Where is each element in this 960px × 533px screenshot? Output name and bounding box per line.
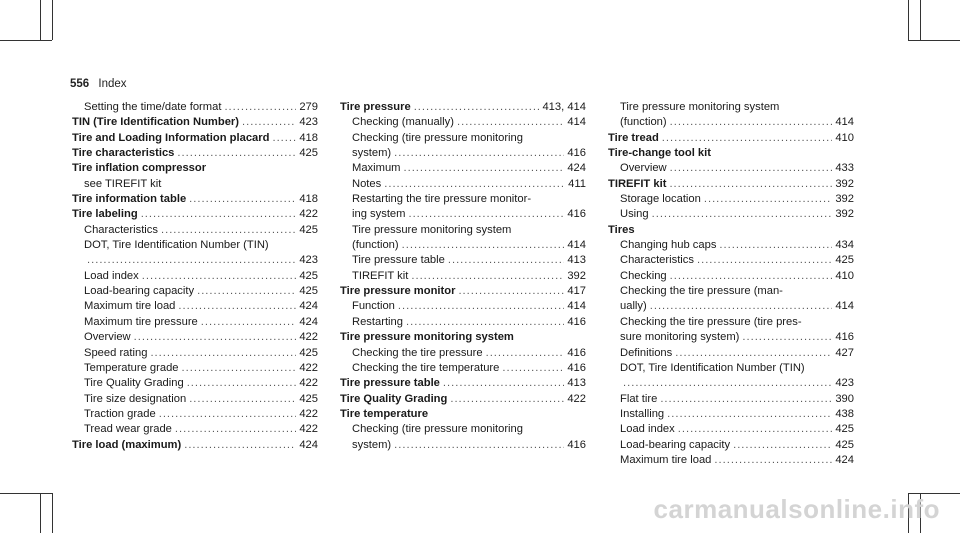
- page-reference[interactable]: 279: [299, 101, 318, 113]
- index-entry: [72, 131, 318, 146]
- index-entry: [340, 146, 586, 161]
- index-entry: [340, 192, 586, 207]
- leader-dots: [177, 146, 296, 161]
- crop-mark: [52, 0, 53, 40]
- leader-dots: [714, 453, 832, 468]
- page-reference[interactable]: 422: [299, 407, 318, 420]
- index-column-3: [608, 100, 854, 468]
- entry-term: Checking: [620, 269, 667, 282]
- entry-term: Restarting the tire pressure monitor-: [352, 193, 532, 206]
- entry-term: TIREFIT kit: [352, 269, 409, 282]
- entry-term: Tire pressure: [340, 101, 411, 113]
- entry-term: Characteristics: [84, 223, 158, 236]
- leader-dots: [448, 253, 564, 268]
- leader-dots: [650, 299, 833, 314]
- entry-term: Tire Quality Grading: [340, 392, 448, 405]
- index-entry: [340, 284, 586, 299]
- index-entry: [340, 177, 586, 192]
- entry-term: Tire pressure monitoring system: [620, 101, 780, 113]
- entry-term: Checking (tire pressure monitoring: [352, 423, 523, 436]
- page-reference[interactable]: 413: [567, 254, 586, 267]
- entry-term: Tire-change tool kit: [608, 147, 711, 160]
- index-entry: [72, 115, 318, 130]
- leader-dots: [697, 253, 832, 268]
- index-entry: [608, 115, 854, 130]
- index-entry: [72, 422, 318, 437]
- index-entry: [340, 422, 586, 437]
- index-entry: [608, 438, 854, 453]
- index-entry: [608, 422, 854, 437]
- page-reference[interactable]: 425: [299, 392, 318, 405]
- page-reference[interactable]: 418: [299, 131, 318, 144]
- index-entry: [340, 115, 586, 130]
- page-header: [70, 78, 127, 90]
- leader-dots: [403, 161, 564, 176]
- page-reference[interactable]: 424: [299, 300, 318, 313]
- crop-mark: [40, 40, 52, 41]
- index-entry: [340, 207, 586, 222]
- leader-dots: [159, 407, 297, 422]
- entry-term: TIREFIT kit: [608, 177, 667, 190]
- entry-term: Using: [620, 208, 649, 221]
- page-reference[interactable]: 425: [299, 285, 318, 298]
- leader-dots: [394, 146, 564, 161]
- page-reference[interactable]: 414: [835, 116, 854, 129]
- entry-term: TIN (Tire Identification Number): [72, 116, 239, 129]
- index-entry: [340, 376, 586, 391]
- entry-term: Checking the tire pressure (man-: [620, 285, 783, 298]
- page-reference[interactable]: 392: [835, 208, 854, 221]
- page-reference[interactable]: 424: [299, 315, 318, 328]
- leader-dots: [187, 376, 297, 391]
- page-reference[interactable]: 410: [835, 131, 854, 144]
- entry-term: (function): [352, 239, 399, 252]
- leader-dots: [189, 192, 296, 207]
- entry-term: Checking (manually): [352, 116, 454, 129]
- crop-mark: [0, 40, 40, 41]
- entry-term: Flat tire: [620, 392, 658, 405]
- page-reference[interactable]: 414: [567, 116, 586, 129]
- entry-term: Temperature grade: [84, 361, 179, 374]
- leader-dots: [197, 284, 296, 299]
- index-entry: [340, 238, 586, 253]
- index-entry: [340, 161, 586, 176]
- entry-term: Function: [352, 300, 395, 313]
- index-entry: [608, 361, 854, 376]
- index-entry: [340, 131, 586, 146]
- index-entry: [340, 315, 586, 330]
- crop-mark: [40, 493, 41, 533]
- entry-term: Maximum tire pressure: [84, 315, 198, 328]
- entry-term: see TIREFIT kit: [84, 177, 162, 190]
- index-entry: [72, 299, 318, 314]
- page-reference[interactable]: 416: [567, 361, 586, 374]
- leader-dots: [201, 315, 297, 330]
- entry-term: Maximum tire load: [620, 453, 712, 466]
- entry-term: Load index: [620, 423, 675, 436]
- index-entry: [608, 161, 854, 176]
- index-entry: [608, 253, 854, 268]
- crop-mark: [52, 493, 53, 533]
- index-entry: [340, 407, 586, 422]
- page-reference[interactable]: 413: [567, 377, 586, 390]
- page-reference[interactable]: 424: [835, 453, 854, 466]
- leader-dots: [678, 422, 833, 437]
- entry-term: Maximum: [352, 162, 401, 175]
- index-column-2: [340, 100, 586, 453]
- page-reference[interactable]: 438: [835, 407, 854, 420]
- page-reference[interactable]: 425: [299, 223, 318, 236]
- index-entry: [608, 223, 854, 238]
- index-entry: [72, 192, 318, 207]
- index-entry: [340, 346, 586, 361]
- leader-dots: [733, 438, 832, 453]
- leader-dots: [175, 422, 296, 437]
- entry-term: ing system: [352, 208, 406, 221]
- entry-term: Load index: [84, 269, 139, 282]
- page-reference[interactable]: 392: [835, 177, 854, 190]
- leader-dots: [402, 238, 565, 253]
- leader-dots: [406, 315, 564, 330]
- leader-dots: [224, 100, 296, 115]
- entry-term: Notes: [352, 177, 382, 190]
- leader-dots: [134, 330, 297, 345]
- page-reference[interactable]: 425: [835, 438, 854, 451]
- index-entry: [608, 315, 854, 330]
- entry-term: sure monitoring system): [620, 331, 740, 344]
- entry-term: Checking the tire temperature: [352, 361, 500, 374]
- index-entry: [72, 207, 318, 222]
- leader-dots: [486, 346, 565, 361]
- index-entry: [608, 192, 854, 207]
- page-reference[interactable]: 425: [299, 147, 318, 160]
- leader-dots: [408, 207, 564, 222]
- index-entry: [608, 299, 854, 314]
- entry-term: Load-bearing capacity: [84, 285, 195, 298]
- page-reference[interactable]: 422: [299, 423, 318, 436]
- leader-dots: [150, 346, 296, 361]
- index-entry: [608, 207, 854, 222]
- page-reference[interactable]: 433: [835, 162, 854, 175]
- index-entry: [608, 100, 854, 115]
- index-entry: [608, 284, 854, 299]
- index-entry: [72, 376, 318, 391]
- leader-dots: [161, 223, 296, 238]
- leader-dots: [670, 269, 833, 284]
- page-reference[interactable]: 425: [835, 423, 854, 436]
- leader-dots: [443, 376, 564, 391]
- index-column-1: [72, 100, 318, 453]
- index-entry: [72, 223, 318, 238]
- page-reference[interactable]: 425: [299, 346, 318, 359]
- crop-mark: [920, 0, 921, 40]
- entry-term: Overview: [620, 162, 667, 175]
- leader-dots: [652, 207, 833, 222]
- page-reference[interactable]: 425: [835, 254, 854, 267]
- index-entry: [72, 284, 318, 299]
- index-entry: [72, 253, 318, 268]
- page-reference[interactable]: 416: [567, 438, 586, 451]
- crop-mark: [908, 40, 920, 41]
- entry-term: Checking (tire pressure monitoring: [352, 131, 523, 144]
- leader-dots: [242, 115, 296, 130]
- entry-term: Tire pressure monitor: [340, 285, 456, 298]
- page-reference[interactable]: 411: [568, 177, 586, 190]
- entry-term: Setting the time/date format: [84, 101, 222, 113]
- index-entry: [608, 330, 854, 345]
- entry-term: Speed rating: [84, 346, 148, 359]
- page-reference[interactable]: 422: [299, 361, 318, 374]
- entry-term: Checking the tire pressure: [352, 346, 483, 359]
- section-title: Index: [98, 78, 127, 90]
- leader-dots: [704, 192, 832, 207]
- entry-term: system): [352, 438, 392, 451]
- page-reference[interactable]: 425: [299, 269, 318, 282]
- index-entry: [72, 392, 318, 407]
- page-reference[interactable]: 423: [299, 116, 318, 129]
- index-entry: [72, 238, 318, 253]
- leader-dots: [87, 253, 296, 268]
- entry-term: Storage location: [620, 193, 701, 206]
- page-reference[interactable]: 424: [299, 438, 318, 451]
- index-entry: [608, 131, 854, 146]
- page-reference[interactable]: 416: [835, 331, 854, 344]
- leader-dots: [178, 299, 296, 314]
- index-entry: [608, 238, 854, 253]
- page-reference[interactable]: 416: [567, 208, 586, 221]
- entry-term: Characteristics: [620, 254, 694, 267]
- leader-dots: [142, 269, 297, 284]
- entry-term: Maximum tire load: [84, 300, 176, 313]
- leader-dots: [670, 115, 833, 130]
- page-reference[interactable]: 422: [299, 377, 318, 390]
- leader-dots: [272, 131, 296, 146]
- entry-term: Tire and Loading Information placard: [72, 131, 270, 144]
- leader-dots: [411, 269, 564, 284]
- leader-dots: [742, 330, 832, 345]
- index-entry: [608, 392, 854, 407]
- leader-dots: [457, 115, 564, 130]
- page-reference[interactable]: 422: [299, 208, 318, 221]
- entry-term: Restarting: [352, 315, 403, 328]
- page-reference[interactable]: 434: [835, 239, 854, 252]
- page-reference[interactable]: 424: [567, 162, 586, 175]
- index-entry: [340, 438, 586, 453]
- leader-dots: [414, 100, 540, 115]
- index-entry: [608, 376, 854, 391]
- index-entry: [340, 269, 586, 284]
- crop-mark: [920, 40, 960, 41]
- index-entry: [340, 223, 586, 238]
- index-entry: [340, 253, 586, 268]
- entry-term: Definitions: [620, 346, 673, 359]
- page-reference[interactable]: 414: [567, 300, 586, 313]
- index-entry: [608, 346, 854, 361]
- index-entry: [72, 177, 318, 192]
- leader-dots: [719, 238, 832, 253]
- leader-dots: [141, 207, 297, 222]
- page-reference[interactable]: 416: [567, 147, 586, 160]
- entry-term: Tire pressure monitoring system: [352, 223, 512, 236]
- index-entry: [72, 161, 318, 176]
- crop-mark: [40, 493, 52, 494]
- page-reference[interactable]: 427: [835, 346, 854, 359]
- entry-term: Tire load (maximum): [72, 438, 182, 451]
- page-reference[interactable]: 422: [567, 392, 586, 405]
- leader-dots: [675, 346, 832, 361]
- index-entry: [340, 299, 586, 314]
- entry-term: Tire pressure table: [340, 377, 440, 390]
- page-reference[interactable]: 414: [567, 239, 586, 252]
- page-reference[interactable]: 418: [299, 193, 318, 206]
- entry-term: Tire pressure table: [352, 254, 445, 267]
- entry-term: system): [352, 147, 392, 160]
- entry-term: Overview: [84, 331, 131, 344]
- page-reference[interactable]: 410: [835, 269, 854, 282]
- entry-term: Tire tread: [608, 131, 659, 144]
- entry-term: Tire information table: [72, 193, 187, 206]
- entry-term: Installing: [620, 407, 665, 420]
- crop-mark: [0, 493, 40, 494]
- index-entry: [340, 392, 586, 407]
- page-reference[interactable]: 390: [835, 392, 854, 405]
- leader-dots: [458, 284, 564, 299]
- leader-dots: [660, 392, 832, 407]
- leader-dots: [189, 392, 296, 407]
- index-entry: [608, 453, 854, 468]
- leader-dots: [394, 438, 564, 453]
- entry-term: Tire labeling: [72, 208, 138, 221]
- index-entry: [608, 407, 854, 422]
- index-entry: [72, 315, 318, 330]
- leader-dots: [184, 438, 296, 453]
- page-reference[interactable]: 423: [299, 254, 318, 267]
- page-reference[interactable]: 413, 414: [542, 101, 586, 113]
- page-reference[interactable]: 414: [835, 300, 854, 313]
- entry-term: (function): [620, 116, 667, 129]
- page-reference[interactable]: 416: [567, 315, 586, 328]
- index-entry: [72, 146, 318, 161]
- crop-mark: [40, 0, 41, 40]
- leader-dots: [384, 177, 565, 192]
- index-entry: [72, 269, 318, 284]
- entry-term: Tire characteristics: [72, 147, 175, 160]
- page-reference[interactable]: 417: [567, 285, 586, 298]
- entry-term: Changing hub caps: [620, 239, 717, 252]
- index-entry: [340, 361, 586, 376]
- entry-term: DOT, Tire Identification Number (TIN): [84, 239, 269, 252]
- index-entry: [608, 177, 854, 192]
- entry-term: Tread wear grade: [84, 423, 172, 436]
- entry-term: Tire Quality Grading: [84, 377, 184, 390]
- leader-dots: [662, 131, 833, 146]
- page-reference[interactable]: 392: [835, 193, 854, 206]
- entry-term: Checking the tire pressure (tire pres-: [620, 315, 802, 328]
- crop-mark: [908, 0, 909, 40]
- entry-term: DOT, Tire Identification Number (TIN): [620, 361, 805, 374]
- index-entry: [72, 100, 318, 115]
- entry-term: Tire inflation compressor: [72, 162, 207, 175]
- page-number: 556: [70, 78, 90, 90]
- index-entry: [340, 330, 586, 345]
- entry-term: Tire temperature: [340, 407, 429, 420]
- index-entry: [72, 330, 318, 345]
- leader-dots: [182, 361, 297, 376]
- entry-term: ually): [620, 300, 647, 313]
- leader-dots: [450, 392, 564, 407]
- index-entry: [608, 269, 854, 284]
- entry-term: Load-bearing capacity: [620, 438, 731, 451]
- page-reference[interactable]: 423: [835, 377, 854, 390]
- index-entry: [608, 146, 854, 161]
- index-entry: [72, 361, 318, 376]
- leader-dots: [669, 177, 832, 192]
- index-entry: [72, 438, 318, 453]
- leader-dots: [398, 299, 564, 314]
- page-reference[interactable]: 422: [299, 331, 318, 344]
- entry-term: Traction grade: [84, 407, 156, 420]
- entry-term: Tire pressure monitoring system: [340, 331, 514, 344]
- page-reference[interactable]: 392: [567, 269, 586, 282]
- page-reference[interactable]: 416: [567, 346, 586, 359]
- leader-dots: [502, 361, 564, 376]
- watermark: carmanualsonline.info: [653, 494, 940, 524]
- entry-term: Tires: [608, 223, 635, 236]
- leader-dots: [670, 161, 833, 176]
- leader-dots: [667, 407, 832, 422]
- leader-dots: [623, 376, 832, 391]
- index-entry: [340, 100, 586, 115]
- index-entry: [72, 407, 318, 422]
- entry-term: Tire size designation: [84, 392, 187, 405]
- index-entry: [72, 346, 318, 361]
